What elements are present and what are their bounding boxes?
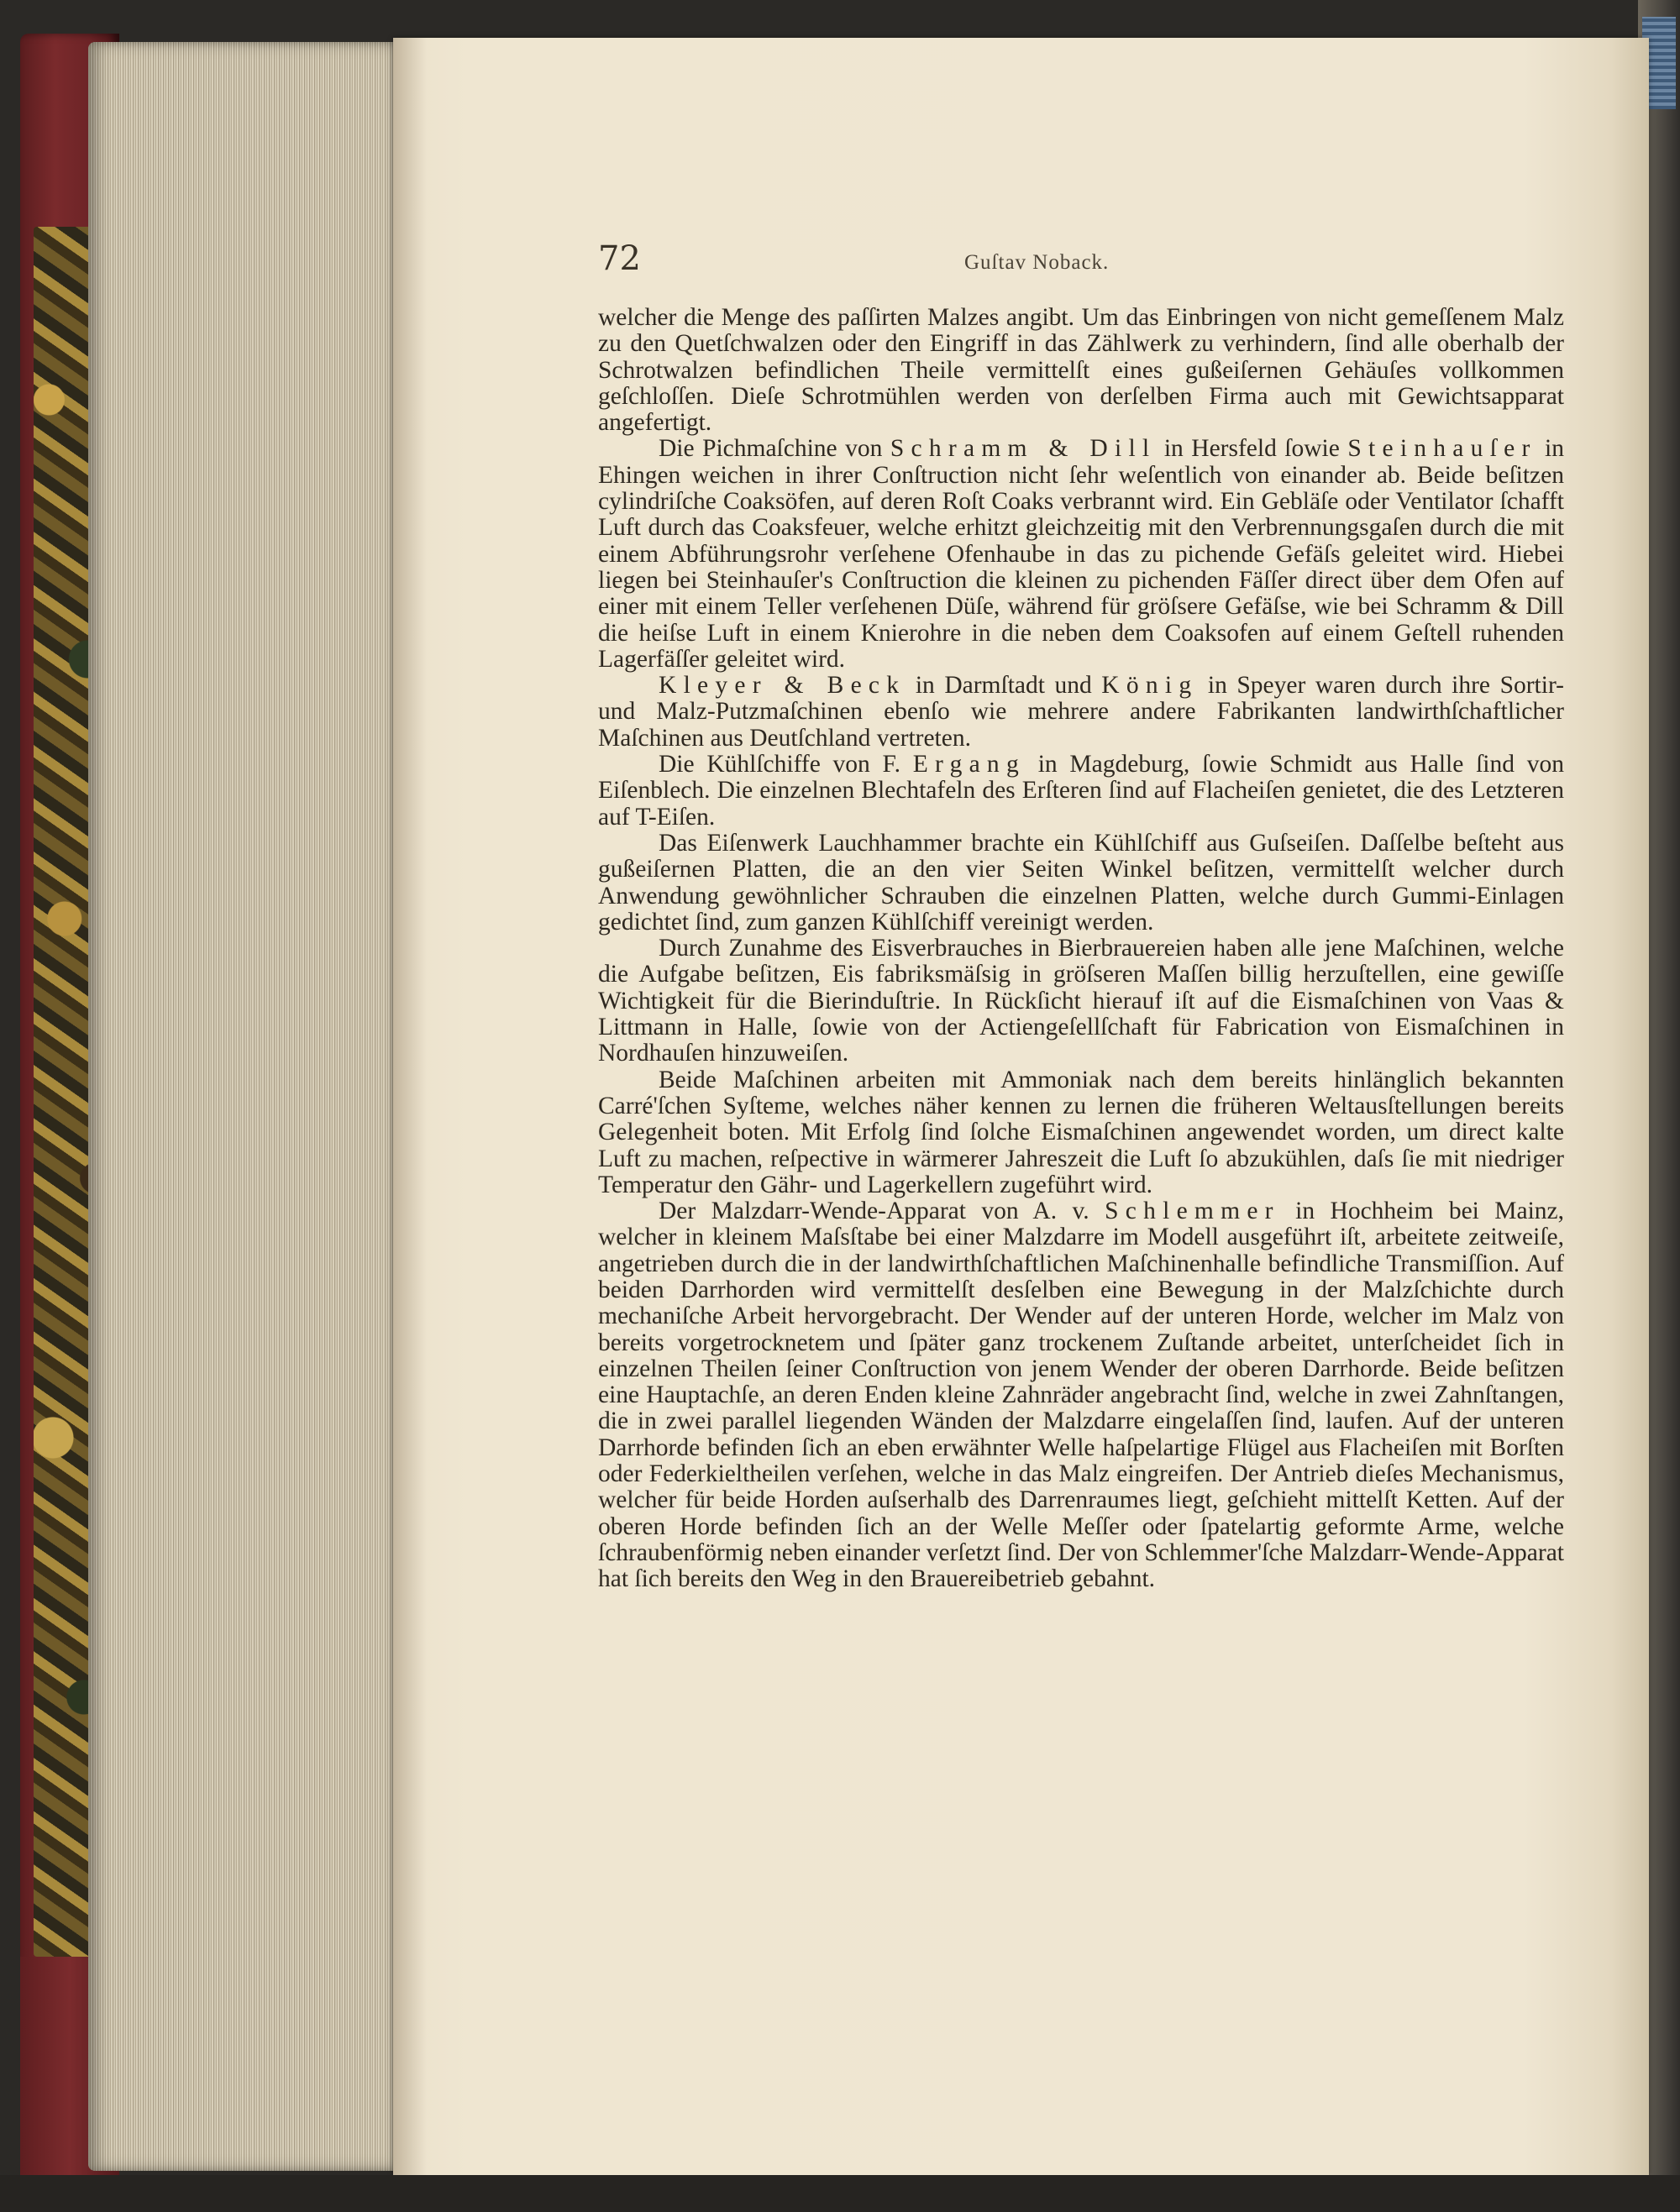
book-page [393,38,1649,2175]
paragraph [598,831,1564,936]
spaced-name: Kleyer & Beck [659,672,906,700]
page-edges [88,42,395,2171]
scan-background [0,2175,1680,2212]
running-head: Guſtav Noback. [964,251,1110,274]
spaced-name: Schramm & Dill [890,435,1157,463]
body-text [598,305,1564,1593]
spaced-name: Ergang [912,751,1026,778]
paragraph [598,752,1564,831]
page-header [598,239,1564,298]
text-segment: in Darmſtadt und [906,672,1102,700]
paragraph [598,436,1564,673]
paragraph [598,673,1564,752]
paragraph [598,936,1564,1067]
text-segment: in Ehingen weichen in ihrer Conſtruction nicht ſehr weſentlich von einander ab. Beide beſitzen cylindriſche Coaksöfen, auf deren Roſt Coaks verbrannt wird. Ein Gebläſe oder Ventilator ſchafft Luft durch das Coaksfeuer, welche erhitzt gleichzeitig mit den Verbrennungsgaſen durch die mit einem Abführungsrohr verſehene Ofenhaube in das zu pichende Gefäſs geleitet wird. Hiebei liegen bei Steinhauſer's Conſtruction die kleinen zu pichenden Fäſſer direct über dem Ofen auf einer mit einem Teller verſehenen Düſe, während für gröſsere Gefäſse, wie bei Schramm & Dill die heiſse Luft in einem Knierohre in die neben dem Coaksofen auf einem Geſtell ruhenden Lagerfäſſer geleitet wird. [598,435,1564,673]
text-segment: Beide Maſchinen arbeiten mit Ammoniak nach dem bereits hinlänglich bekannten Carré'ſchen Syſteme, welches näher kennen zu lernen die früheren Weltausſtellungen bereits Gelegenheit boten. Mit Erfolg ſind ſolche Eismaſchinen angewendet worden, um direct kalte Luft zu machen, reſpective in wärmerer Jahreszeit die Luft ſo abzukühlen, daſs ſie mit niedriger Temperatur den Gähr- und Lagerkellern zugeführt wird. [598,1066,1564,1198]
text-segment: in Magdeburg, ſowie Schmidt aus Halle ſind von Eiſenblech. Die einzelnen Blechtafeln des Erſteren ſind auf Flacheiſen genietet, die des Letzteren auf T-Eiſen. [598,751,1564,831]
text-segment: in Speyer waren durch ihre Sortir- und Malz-Putzmaſchinen ebenſo wie mehrere andere Fabrikanten landwirthſchaftlicher Maſchinen aus Deutſchland vertreten. [598,672,1565,752]
text-segment: Durch Zunahme des Eisverbrauches in Bierbrauereien haben alle jene Maſchinen, welche die Aufgabe beſitzen, Eis fabriksmäſsig in gröſseren Maſſen billig herzuſtellen, eine gewiſſe Wichtigkeit für die Bierinduſtrie. In Rückſicht hierauf iſt auf die Eismaſchinen von Vaas & Littmann in Halle, ſowie von der Actiengeſellſchaft für Fabrication von Eismaſchinen in Nordhauſen hinzuweiſen. [598,935,1564,1067]
gutter-shadow [393,38,427,2175]
spaced-name: König [1101,672,1199,700]
page-number: 72 [598,239,641,278]
paragraph [598,1198,1564,1592]
text-segment: in Hochheim bei Mainz, welcher in kleinem Maſsſtabe bei einer Malzdarre im Modell ausgeführt iſt, arbeitete zeitweiſe, angetrieben durch die in der landwirthſchaftlichen Maſchinenhalle befindliche Transmiſſion. Auf beiden Darrhorden wird vermittelſt desſelben eine Bewegung in der Malzſchichte durch mechaniſche Arbeit hervorgebracht. Der Wender auf der unteren Horde, welcher im Malz von bereits vorgetrocknetem und ſpäter ganz trockenem Zuſtande arbeitet, unterſcheidet ſich in einzelnen Theilen ſeiner Conſtruction von jenem Wender der oberen Darrhorde. Beide beſitzen eine Hauptachſe, an deren Enden kleine Zahnräder angebracht ſind, welche in zwei Zahnſtangen, die in zwei parallel liegenden Wänden der Malzdarre eingelaſſen ſind, laufen. Auf der unteren Darrhorde befinden ſich an eben erwähnter Welle haſpelartige Flügel aus Flacheiſen mit Borſten oder Federkieltheilen verſehen, welche in das Malz eingreifen. Der Antrieb dieſes Mechanismus, welcher für beide Horden auſserhalb des Darrenraumes liegt, geſchieht mittelſt Ketten. Auf der oberen Horde befinden ſich an der Welle Meſſer oder ſpatelartig geformte Arme, welche ſchraubenförmig neben einander verſetzt ſind. Der von Schlemmer'ſche Malzdarr-Wende-Apparat hat ſich bereits den Weg in den Brauereibetrieb gebahnt. [598,1198,1564,1593]
spaced-name: Schlemmer [1105,1198,1280,1225]
text-segment: Die Pichmaſchine von [659,435,890,463]
paragraph [598,1067,1564,1198]
spaced-name: Steinhauſer [1347,435,1537,463]
text-segment: Die Kühlſchiffe von F. [659,751,913,778]
text-segment: Der Malzdarr-Wende-Apparat von A. v. [659,1198,1105,1225]
paragraph [598,305,1564,436]
text-segment: welcher die Menge des paſſirten Malzes angibt. Um das Einbringen von nicht gemeſſenem Malz zu den Quetſchwalzen oder den Eingriff in das Zählwerk zu verhindern, ſind alle oberhalb der Schrotwalzen befindlichen Theile vermittelſt eines gußeiſernen Gehäuſes vollkommen geſchloſſen. Dieſe Schrotmühlen werden von derſelben Firma auch mit Gewichtsapparat angefertigt. [598,304,1564,437]
text-segment: in Hersfeld ſowie [1156,435,1348,463]
text-segment: Das Eiſenwerk Lauchhammer brachte ein Kühlſchiff aus Guſseiſen. Daſſelbe beſteht aus gußeiſernen Platten, die an den vier Seiten Winkel beſitzen, vermittelſt welcher durch Anwendung gewöhnlicher Schrauben die einzelnen Platten, welche durch Gummi-Einlagen gedichtet ſind, zum ganzen Kühlſchiff vereinigt werden. [598,829,1564,936]
